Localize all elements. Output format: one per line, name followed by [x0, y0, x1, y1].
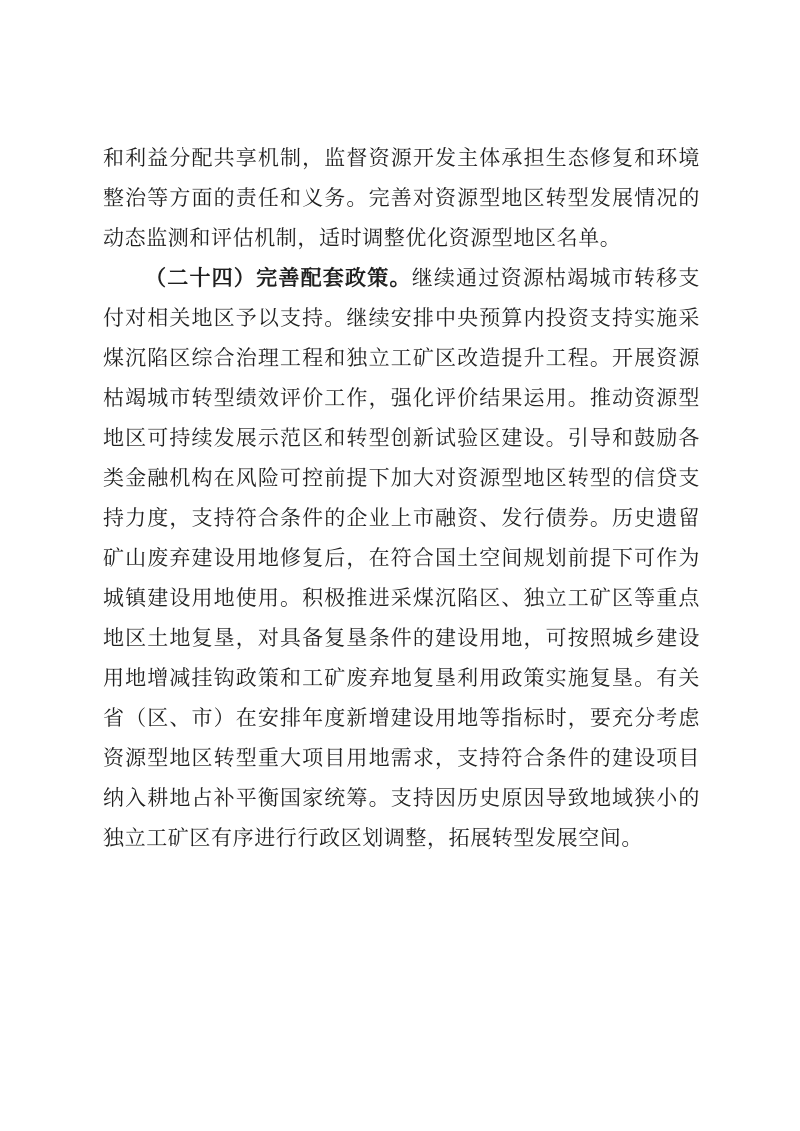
paragraph-text: 继续通过资源枯竭城市转移支付对相关地区予以支持。继续安排中央预算内投资支持实施采煤沉陷区综合治理工程和独立工矿区改造提升工程。开展资源枯竭城市转型绩效评价工作，强化评价结果运用。推动资源型地区可持续发展示范区和转型创新试验区建设。引导和鼓励各类金融机构在风险可控前提下加大对资源型地区转型的信贷支持力度，支持符合条件的企业上市融资、发行债券。历史遗留矿山废弃建设用地修复后，在符合国土空间规划前提下可作为城镇建设用地使用。积极推进采煤沉陷区、独立工矿区等重点地区土地复垦，对具备复垦条件的建设用地，可按照城乡建设用地增减挂钩政策和工矿废弃地复垦利用政策实施复垦。有关省（区、市）在安排年度新增建设用地等指标时，要充分考虑资源型地区转型重大项目用地需求，支持符合条件的建设项目纳入耕地占补平衡国家统筹。支持因历史原因导致地域狭小的独立工矿区有序进行行政区划调整，拓展转型发展空间。: [103, 266, 700, 850]
paragraph-lead: （二十四）完善配套政策。: [145, 266, 412, 290]
paragraph-continuation: [103, 138, 700, 258]
paragraph-text: 和利益分配共享机制，监督资源开发主体承担生态修复和环境整治等方面的责任和义务。完善对资源型地区转型发展情况的动态监测和评估机制，适时调整优化资源型地区名单。: [103, 146, 700, 250]
paragraph-section-24: [103, 258, 700, 858]
document-body: [103, 138, 700, 858]
